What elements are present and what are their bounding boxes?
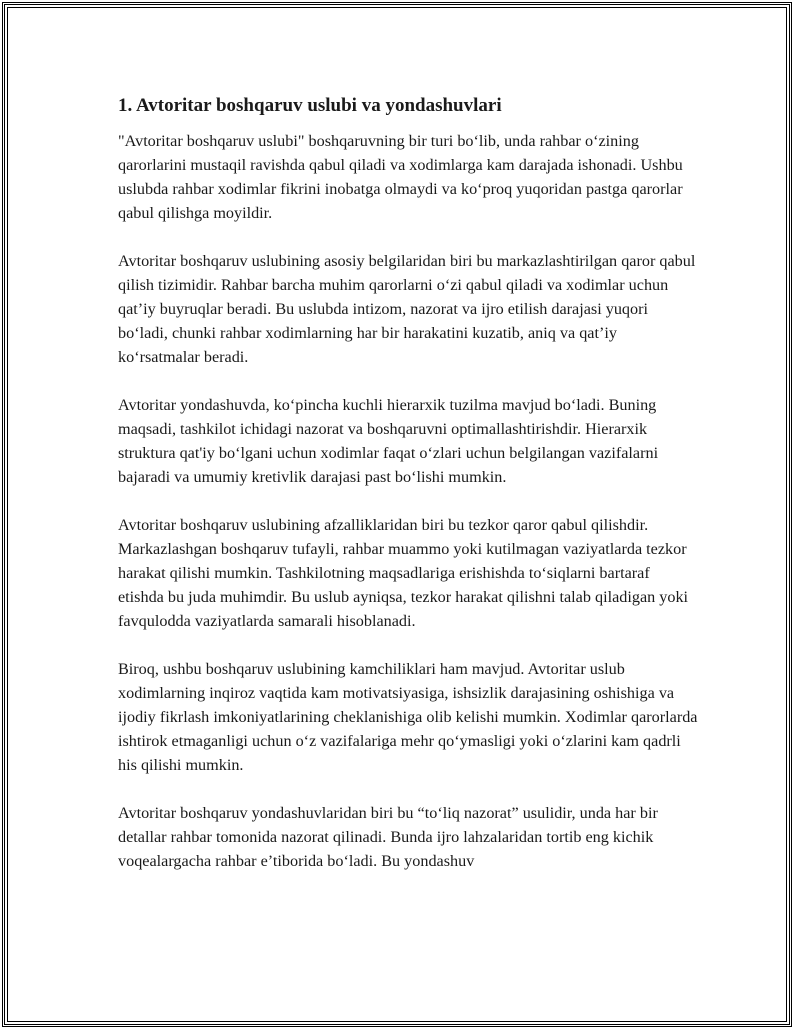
section-heading: 1. Avtoritar boshqaruv uslubi va yondashuvlari [118, 95, 502, 116]
paragraph-1: "Avtoritar boshqaruv uslubi" boshqaruvning bir turi bo‘lib, unda rahbar o‘zining qarorlarini mustaqil ravishda qabul qiladi va xodimlarga kam darajada ishonadi. Ushbu uslubda rahbar xodimlar fikrini inobatga olmaydi va ko‘proq yuqoridan pastga qarorlar qabul qilishga moyildir. [118, 132, 683, 222]
paragraph-2: Avtoritar boshqaruv uslubining asosiy belgilaridan biri bu markazlashtirilgan qaror qabul qilish tizimidir. Rahbar barcha muhim qarorlarni o‘zi qabul qiladi va xodimlar uchun qat’iy buyruqlar beradi. Bu uslubda intizom, nazorat va ijro etilish darajasi yuqori bo‘ladi, chunki rahbar xodimlarning har bir harakatini kuzatib, aniq va qat’iy ko‘rsatmalar beradi. [118, 252, 696, 366]
paragraph-6: Avtoritar boshqaruv yondashuvlaridan biri bu “to‘liq nazorat” usulidir, unda har bir detallar rahbar tomonida nazorat qilinadi. Bunda ijro lahzalaridan tortib eng kichik voqealargacha rahbar e’tiborida bo‘ladi. Bu yondashuv [118, 804, 658, 870]
paragraph-3: Avtoritar yondashuvda, ko‘pincha kuchli hierarxik tuzilma mavjud bo‘ladi. Buning maqsadi, tashkilot ichidagi nazorat va boshqaruvni optimallashtirishdir. Hierarxik struktura qat'iy bo‘lgani uchun xodimlar faqat o‘zlari uchun belgilangan vazifalarni bajaradi va umumiy kretivlik darajasi past bo‘lishi mumkin. [118, 396, 659, 486]
document-body [118, 93, 698, 897]
paragraph-4: Avtoritar boshqaruv uslubining afzalliklaridan biri bu tezkor qaror qabul qilishdir. Markazlashgan boshqaruv tufayli, rahbar muammo yoki kutilmagan vaziyatlarda tezkor harakat qilishi mumkin. Tashkilotning maqsadlariga erishishda to‘siqlarni bartaraf etishda bu juda muhimdir. Bu uslub ayniqsa, tezkor harakat qilishni talab qiladigan yoki favqulodda vaziyatlarda samarali hisoblanadi. [118, 516, 689, 630]
paragraph-5: Biroq, ushbu boshqaruv uslubining kamchiliklari ham mavjud. Avtoritar uslub xodimlarning inqiroz vaqtida kam motivatsiyasiga, ishsizlik darajasining oshishiga va ijodiy fikrlash imkoniyatlarining cheklanishiga olib kelishi mumkin. Xodimlar qarorlarda ishtirok etmaganligi uchun o‘z vazifalariga mehr qo‘ymasligi yoki o‘zlarini kam qadrli his qilishi mumkin. [118, 660, 698, 774]
